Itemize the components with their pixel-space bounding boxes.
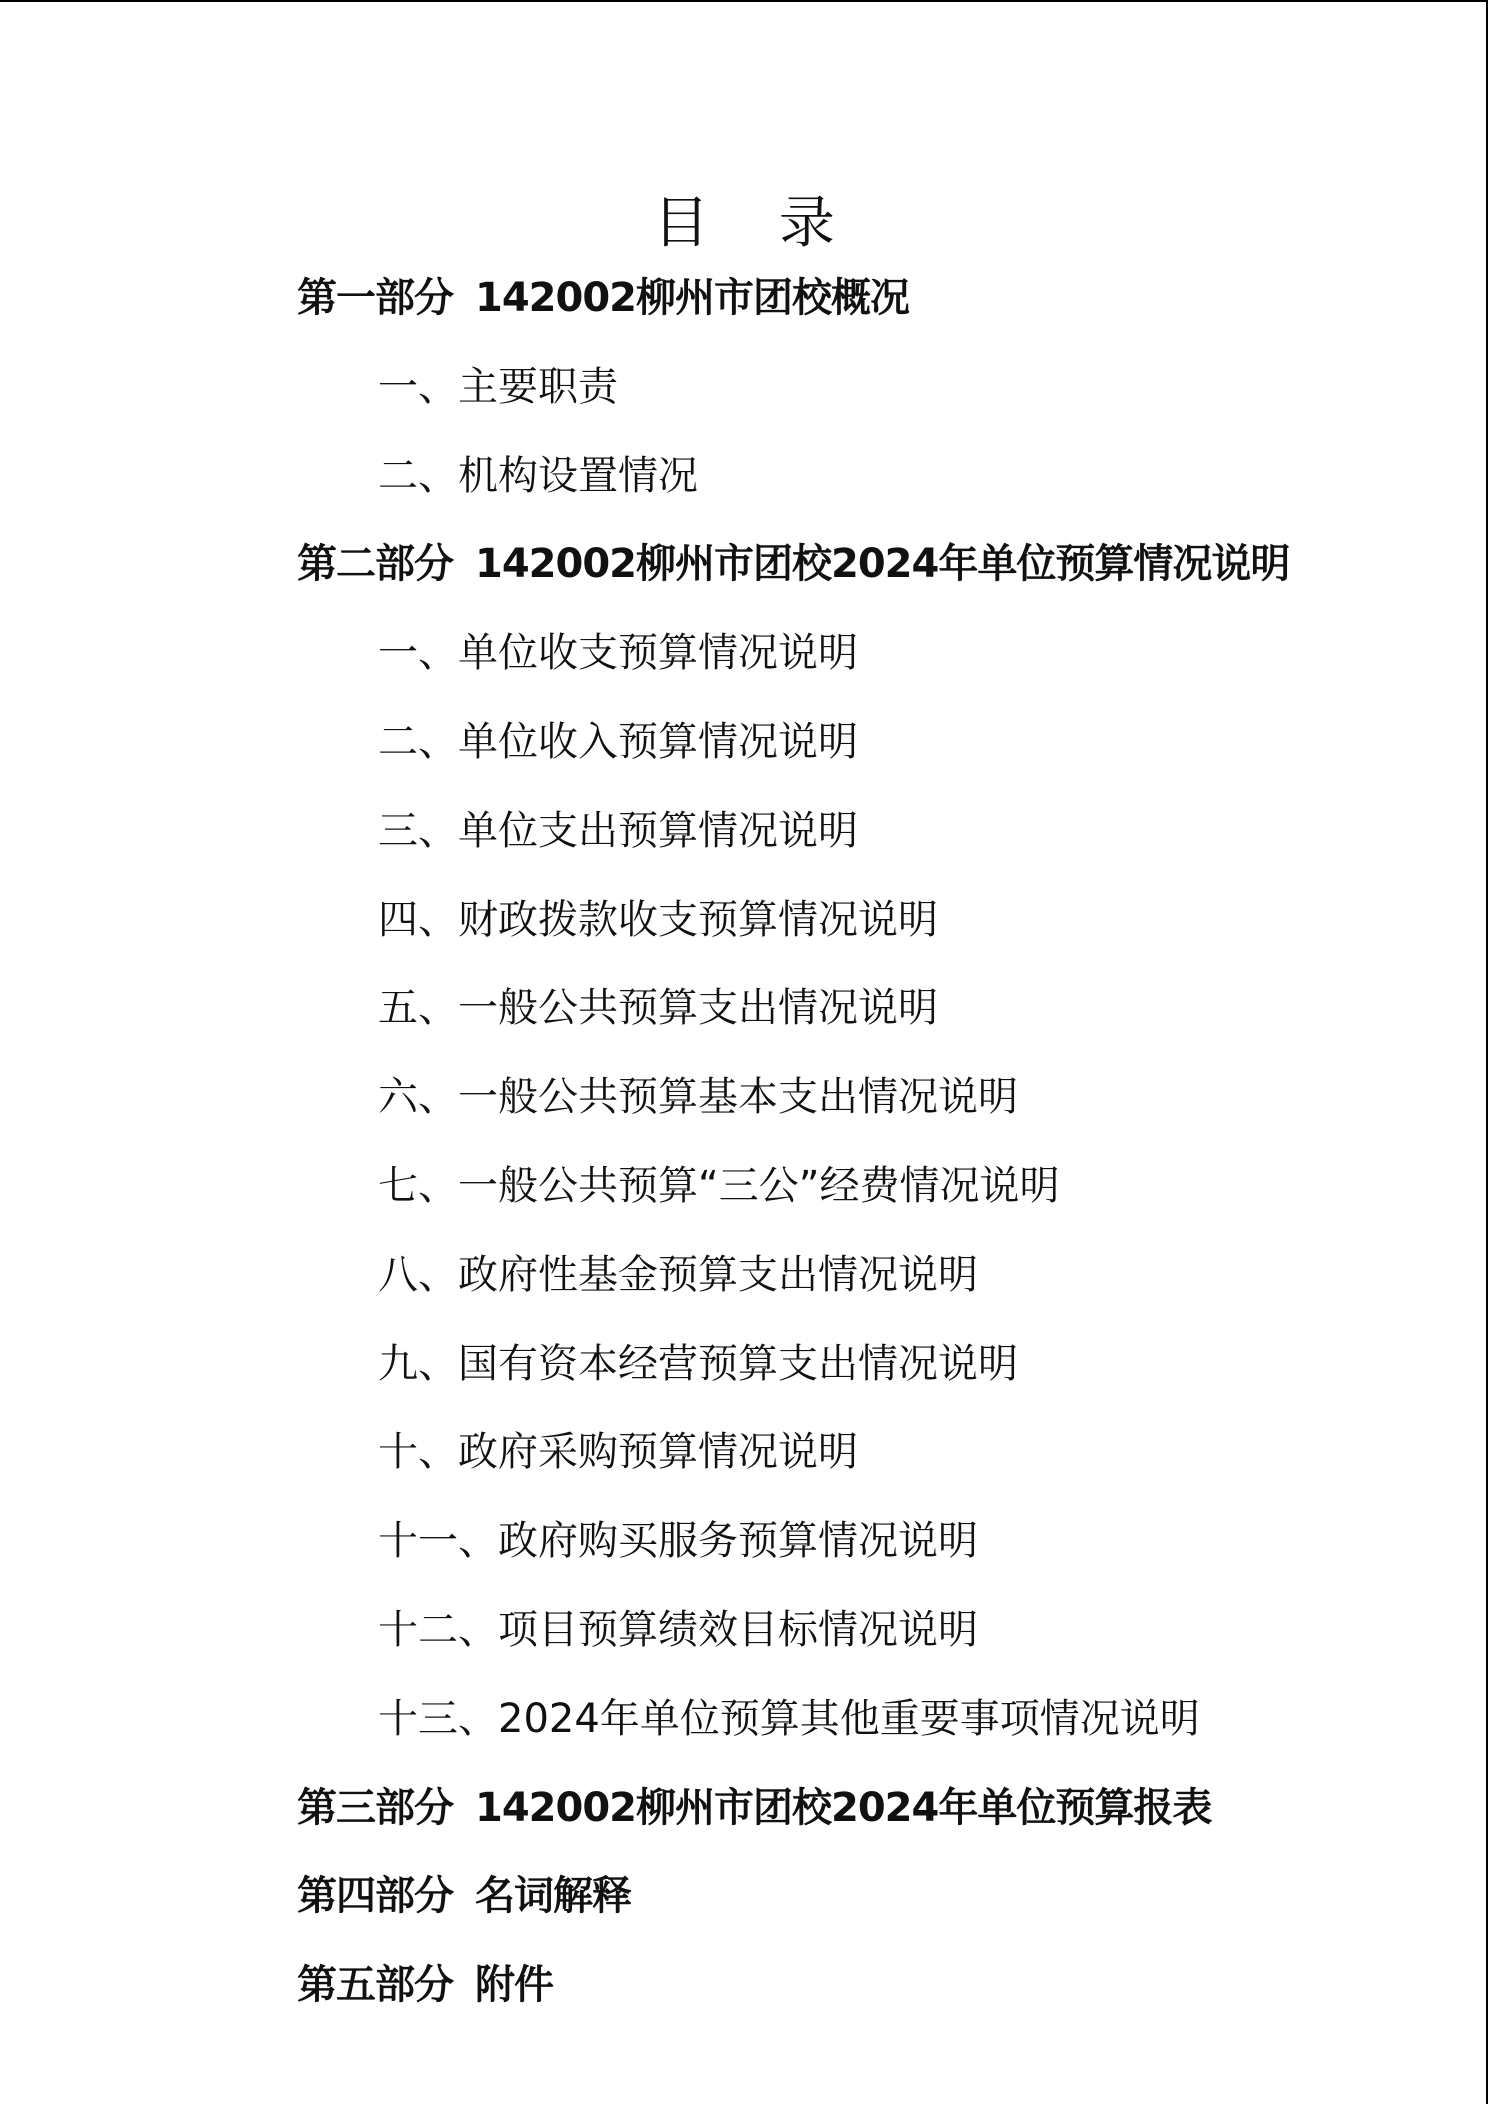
part-number: 第三部分 — [297, 1785, 453, 1831]
toc-section-2-6: 六、一般公共预算基本支出情况说明 — [378, 1074, 1018, 1120]
toc-section-2-11: 十一、政府购买服务预算情况说明 — [378, 1518, 978, 1564]
toc-section-2-12: 十二、项目预算绩效目标情况说明 — [378, 1607, 978, 1653]
toc-section-1-2: 二、机构设置情况 — [378, 453, 698, 499]
toc-section-2-3: 三、单位支出预算情况说明 — [378, 808, 858, 854]
toc-part-2 — [297, 540, 1289, 588]
toc-part-3 — [297, 1784, 1211, 1832]
part-number: 第五部分 — [297, 1962, 453, 2008]
toc-section-2-9: 九、国有资本经营预算支出情况说明 — [378, 1341, 1018, 1387]
toc-section-1-1: 一、主要职责 — [378, 364, 618, 410]
toc-title: 目 录 — [653, 190, 861, 256]
toc-section-2-1: 一、单位收支预算情况说明 — [378, 630, 858, 676]
part-number: 第二部分 — [297, 541, 453, 587]
toc-section-2-4: 四、财政拨款收支预算情况说明 — [378, 897, 938, 943]
toc-part-5 — [297, 1961, 553, 2009]
part-title: 142002柳州市团校2024年单位预算报表 — [475, 1785, 1212, 1831]
table-of-contents — [0, 2, 1488, 2106]
part-title: 142002柳州市团校概况 — [475, 275, 909, 321]
toc-section-2-2: 二、单位收入预算情况说明 — [378, 719, 858, 765]
toc-section-2-10: 十、政府采购预算情况说明 — [378, 1429, 858, 1475]
part-title: 142002柳州市团校2024年单位预算情况说明 — [475, 541, 1290, 587]
part-number: 第四部分 — [297, 1873, 453, 1919]
toc-part-4 — [297, 1872, 631, 1920]
part-title: 名词解释 — [475, 1873, 631, 1919]
toc-section-2-13: 十三、2024年单位预算其他重要事项情况说明 — [378, 1696, 1200, 1742]
toc-section-2-8: 八、政府性基金预算支出情况说明 — [378, 1252, 978, 1298]
toc-section-2-5: 五、一般公共预算支出情况说明 — [378, 985, 938, 1031]
part-title: 附件 — [475, 1962, 553, 2008]
part-number: 第一部分 — [297, 275, 453, 321]
toc-section-2-7: 七、一般公共预算“三公”经费情况说明 — [378, 1163, 1060, 1209]
toc-part-1 — [297, 274, 909, 322]
